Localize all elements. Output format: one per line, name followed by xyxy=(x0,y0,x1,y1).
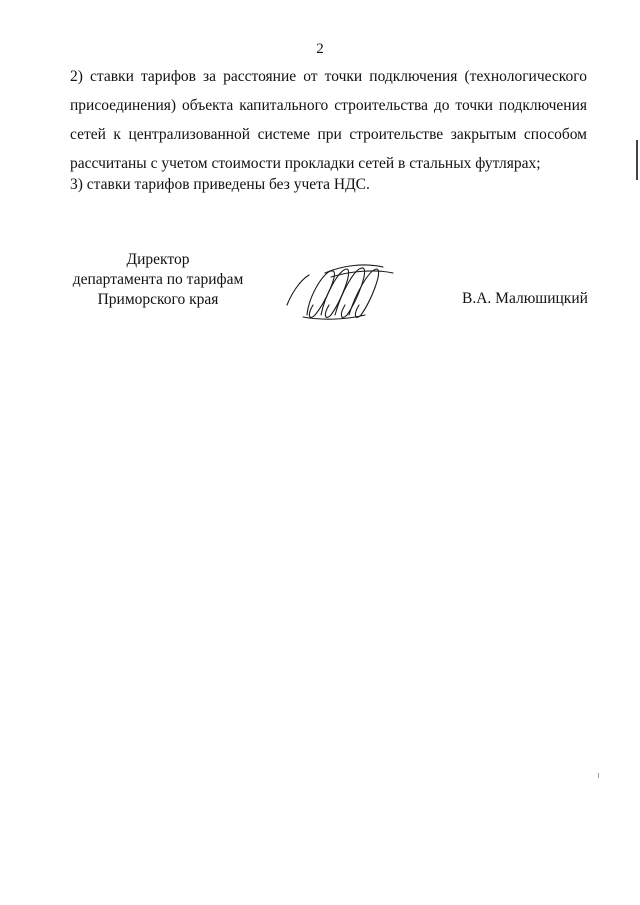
page-number: 2 xyxy=(316,41,324,57)
scan-speck xyxy=(598,773,599,778)
signatory-name: В.А. Малюшицкий xyxy=(462,290,588,307)
handwritten-signature xyxy=(285,255,400,325)
clause-2-line: присоединения) объекта капитального строительства до точки подключения xyxy=(70,97,587,114)
clause-2-paragraph xyxy=(70,62,587,178)
signatory-position-line: Приморского края xyxy=(97,291,219,308)
signatory-position-line: Директор xyxy=(126,251,190,268)
clause-2-line: сетей к централизованной системе при строительстве закрытым способом xyxy=(70,126,587,143)
clause-3-line: 3) ставки тарифов приведены без учета НДС. xyxy=(70,176,370,193)
clause-2-line: 2) ставки тарифов за расстояние от точки подключения (технологического xyxy=(70,68,587,85)
clause-2-line: рассчитаны с учетом стоимости прокладки сетей в стальных футлярах; xyxy=(70,155,541,172)
clause-3-paragraph xyxy=(70,170,587,199)
scan-edge-mark xyxy=(636,140,638,180)
signatory-position-line: департамента по тарифам xyxy=(72,271,244,288)
signatory-position xyxy=(58,250,258,310)
